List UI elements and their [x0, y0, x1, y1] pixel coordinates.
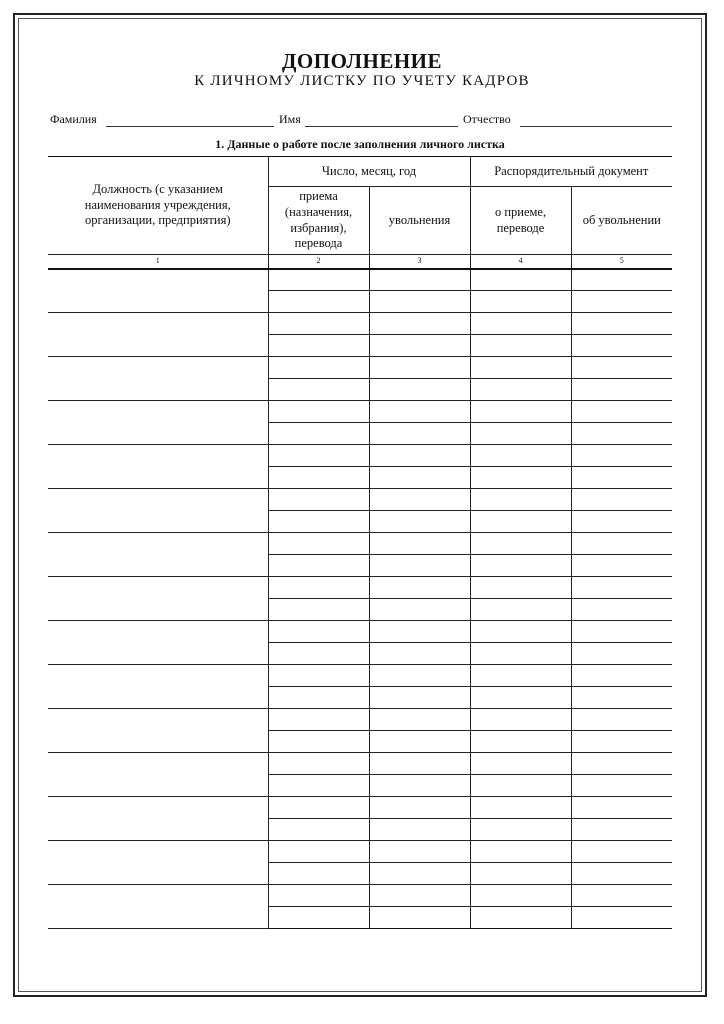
dismissal-document-cell[interactable]	[571, 577, 672, 599]
admission-date-cell[interactable]	[268, 577, 369, 599]
admission-document-cell[interactable]	[470, 335, 571, 357]
header-dismissal-document: об увольнении	[571, 187, 672, 255]
dismissal-document-cell[interactable]	[571, 621, 672, 643]
admission-date-cell[interactable]	[268, 467, 369, 489]
admission-date-cell[interactable]	[268, 819, 369, 841]
admission-date-cell[interactable]	[268, 555, 369, 577]
admission-date-cell[interactable]	[268, 401, 369, 423]
admission-date-cell[interactable]	[268, 863, 369, 885]
dismissal-document-cell[interactable]	[571, 731, 672, 753]
position-cell[interactable]	[48, 885, 268, 929]
dismissal-document-cell[interactable]	[571, 335, 672, 357]
dismissal-date-cell[interactable]	[369, 621, 470, 643]
admission-document-cell[interactable]	[470, 753, 571, 775]
dismissal-date-cell[interactable]	[369, 489, 470, 511]
admission-document-cell[interactable]	[470, 423, 571, 445]
admission-date-cell[interactable]	[268, 335, 369, 357]
admission-document-cell[interactable]	[470, 885, 571, 907]
position-cell[interactable]	[48, 489, 268, 533]
header-admission-date: приема (назначения, избрания), перевода	[268, 187, 369, 255]
dismissal-document-cell[interactable]	[571, 709, 672, 731]
header-document-group: Распорядительный документ	[470, 157, 672, 187]
position-cell[interactable]	[48, 401, 268, 445]
admission-date-cell[interactable]	[268, 445, 369, 467]
admission-document-cell[interactable]	[470, 313, 571, 335]
dismissal-document-cell[interactable]	[571, 555, 672, 577]
admission-date-cell[interactable]	[268, 687, 369, 709]
admission-document-cell[interactable]	[470, 731, 571, 753]
column-number: 2	[268, 255, 369, 269]
admission-date-cell[interactable]	[268, 907, 369, 929]
admission-document-cell[interactable]	[470, 819, 571, 841]
dismissal-date-cell[interactable]	[369, 511, 470, 533]
admission-document-cell[interactable]	[470, 379, 571, 401]
admission-document-cell[interactable]	[470, 401, 571, 423]
position-cell[interactable]	[48, 577, 268, 621]
admission-date-cell[interactable]	[268, 313, 369, 335]
admission-document-cell[interactable]	[470, 291, 571, 313]
table-row	[48, 797, 672, 819]
dismissal-document-cell[interactable]	[571, 379, 672, 401]
position-cell[interactable]	[48, 797, 268, 841]
column-number: 4	[470, 255, 571, 269]
surname-field[interactable]	[106, 126, 274, 127]
dismissal-date-cell[interactable]	[369, 401, 470, 423]
admission-document-cell[interactable]	[470, 841, 571, 863]
dismissal-document-cell[interactable]	[571, 467, 672, 489]
column-number: 5	[571, 255, 672, 269]
position-cell[interactable]	[48, 665, 268, 709]
admission-document-cell[interactable]	[470, 533, 571, 555]
dismissal-date-cell[interactable]	[369, 885, 470, 907]
admission-document-cell[interactable]	[470, 643, 571, 665]
admission-document-cell[interactable]	[470, 907, 571, 929]
position-cell[interactable]	[48, 709, 268, 753]
dismissal-document-cell[interactable]	[571, 643, 672, 665]
dismissal-document-cell[interactable]	[571, 797, 672, 819]
table-row	[48, 885, 672, 907]
table-row	[48, 753, 672, 775]
dismissal-document-cell[interactable]	[571, 819, 672, 841]
dismissal-date-cell[interactable]	[369, 379, 470, 401]
dismissal-date-cell[interactable]	[369, 423, 470, 445]
dismissal-document-cell[interactable]	[571, 489, 672, 511]
dismissal-document-cell[interactable]	[571, 841, 672, 863]
dismissal-document-cell[interactable]	[571, 445, 672, 467]
admission-document-cell[interactable]	[470, 863, 571, 885]
admission-document-cell[interactable]	[470, 687, 571, 709]
column-number: 3	[369, 255, 470, 269]
document-subtitle: К ЛИЧНОМУ ЛИСТКУ ПО УЧЕТУ КАДРОВ	[194, 73, 530, 89]
dismissal-date-cell[interactable]	[369, 445, 470, 467]
admission-document-cell[interactable]	[470, 577, 571, 599]
header-dates-group: Число, месяц, год	[268, 157, 470, 187]
patronymic-field[interactable]	[520, 126, 672, 127]
dismissal-date-cell[interactable]	[369, 269, 470, 291]
name-field[interactable]	[305, 126, 458, 127]
admission-date-cell[interactable]	[268, 643, 369, 665]
dismissal-document-cell[interactable]	[571, 753, 672, 775]
dismissal-date-cell[interactable]	[369, 907, 470, 929]
dismissal-document-cell[interactable]	[571, 423, 672, 445]
dismissal-date-cell[interactable]	[369, 357, 470, 379]
admission-document-cell[interactable]	[470, 665, 571, 687]
admission-date-cell[interactable]	[268, 885, 369, 907]
admission-date-cell[interactable]	[268, 621, 369, 643]
name-label: Имя	[279, 112, 301, 126]
work-history-table	[48, 156, 672, 929]
table-row	[48, 577, 672, 599]
table-row	[48, 709, 672, 731]
header-admission-document: о приеме, переводе	[470, 187, 571, 255]
dismissal-date-cell[interactable]	[369, 665, 470, 687]
dismissal-date-cell[interactable]	[369, 291, 470, 313]
admission-date-cell[interactable]	[268, 511, 369, 533]
dismissal-date-cell[interactable]	[369, 731, 470, 753]
table-row	[48, 401, 672, 423]
position-cell[interactable]	[48, 313, 268, 357]
admission-date-cell[interactable]	[268, 423, 369, 445]
admission-document-cell[interactable]	[470, 445, 571, 467]
dismissal-document-cell[interactable]	[571, 863, 672, 885]
patronymic-label: Отчество	[463, 112, 511, 126]
section-title: 1. Данные о работе после заполнения личного листка	[215, 137, 505, 151]
dismissal-date-cell[interactable]	[369, 335, 470, 357]
dismissal-date-cell[interactable]	[369, 687, 470, 709]
dismissal-date-cell[interactable]	[369, 863, 470, 885]
dismissal-date-cell[interactable]	[369, 555, 470, 577]
position-cell[interactable]	[48, 445, 268, 489]
position-cell[interactable]	[48, 621, 268, 665]
dismissal-document-cell[interactable]	[571, 401, 672, 423]
dismissal-document-cell[interactable]	[571, 357, 672, 379]
admission-document-cell[interactable]	[470, 467, 571, 489]
dismissal-document-cell[interactable]	[571, 313, 672, 335]
column-number: 1	[48, 255, 268, 269]
admission-document-cell[interactable]	[470, 357, 571, 379]
admission-date-cell[interactable]	[268, 533, 369, 555]
position-cell[interactable]	[48, 841, 268, 885]
dismissal-date-cell[interactable]	[369, 643, 470, 665]
table-row	[48, 533, 672, 555]
admission-document-cell[interactable]	[470, 555, 571, 577]
dismissal-date-cell[interactable]	[369, 797, 470, 819]
table-row	[48, 269, 672, 291]
header-dismissal-date: увольнения	[369, 187, 470, 255]
surname-label: Фамилия	[50, 112, 97, 126]
admission-document-cell[interactable]	[470, 621, 571, 643]
admission-document-cell[interactable]	[470, 489, 571, 511]
admission-date-cell[interactable]	[268, 291, 369, 313]
admission-date-cell[interactable]	[268, 665, 369, 687]
dismissal-document-cell[interactable]	[571, 533, 672, 555]
position-cell[interactable]	[48, 357, 268, 401]
dismissal-date-cell[interactable]	[369, 313, 470, 335]
dismissal-document-cell[interactable]	[571, 687, 672, 709]
table-row	[48, 621, 672, 643]
table-row	[48, 665, 672, 687]
table-row	[48, 357, 672, 379]
admission-document-cell[interactable]	[470, 709, 571, 731]
dismissal-date-cell[interactable]	[369, 841, 470, 863]
admission-date-cell[interactable]	[268, 775, 369, 797]
dismissal-document-cell[interactable]	[571, 291, 672, 313]
table-row	[48, 841, 672, 863]
admission-date-cell[interactable]	[268, 379, 369, 401]
dismissal-date-cell[interactable]	[369, 533, 470, 555]
dismissal-document-cell[interactable]	[571, 599, 672, 621]
dismissal-date-cell[interactable]	[369, 709, 470, 731]
admission-document-cell[interactable]	[470, 269, 571, 291]
admission-date-cell[interactable]	[268, 753, 369, 775]
admission-date-cell[interactable]	[268, 599, 369, 621]
dismissal-document-cell[interactable]	[571, 885, 672, 907]
dismissal-document-cell[interactable]	[571, 907, 672, 929]
document-title: ДОПОЛНЕНИЕ	[281, 49, 443, 73]
dismissal-date-cell[interactable]	[369, 467, 470, 489]
admission-date-cell[interactable]	[268, 797, 369, 819]
admission-date-cell[interactable]	[268, 489, 369, 511]
admission-date-cell[interactable]	[268, 731, 369, 753]
table-row	[48, 489, 672, 511]
position-cell[interactable]	[48, 753, 268, 797]
dismissal-document-cell[interactable]	[571, 775, 672, 797]
dismissal-document-cell[interactable]	[571, 665, 672, 687]
position-cell[interactable]	[48, 269, 268, 313]
dismissal-date-cell[interactable]	[369, 819, 470, 841]
dismissal-date-cell[interactable]	[369, 577, 470, 599]
admission-document-cell[interactable]	[470, 599, 571, 621]
admission-date-cell[interactable]	[268, 357, 369, 379]
admission-date-cell[interactable]	[268, 709, 369, 731]
position-cell[interactable]	[48, 533, 268, 577]
admission-date-cell[interactable]	[268, 841, 369, 863]
table-row	[48, 445, 672, 467]
admission-document-cell[interactable]	[470, 797, 571, 819]
dismissal-document-cell[interactable]	[571, 269, 672, 291]
admission-document-cell[interactable]	[470, 511, 571, 533]
dismissal-date-cell[interactable]	[369, 775, 470, 797]
admission-date-cell[interactable]	[268, 269, 369, 291]
table-row	[48, 313, 672, 335]
header-position: Должность (с указанием наименования учреждения, организации, предприятия)	[48, 157, 268, 255]
admission-document-cell[interactable]	[470, 775, 571, 797]
dismissal-document-cell[interactable]	[571, 511, 672, 533]
dismissal-date-cell[interactable]	[369, 599, 470, 621]
dismissal-date-cell[interactable]	[369, 753, 470, 775]
